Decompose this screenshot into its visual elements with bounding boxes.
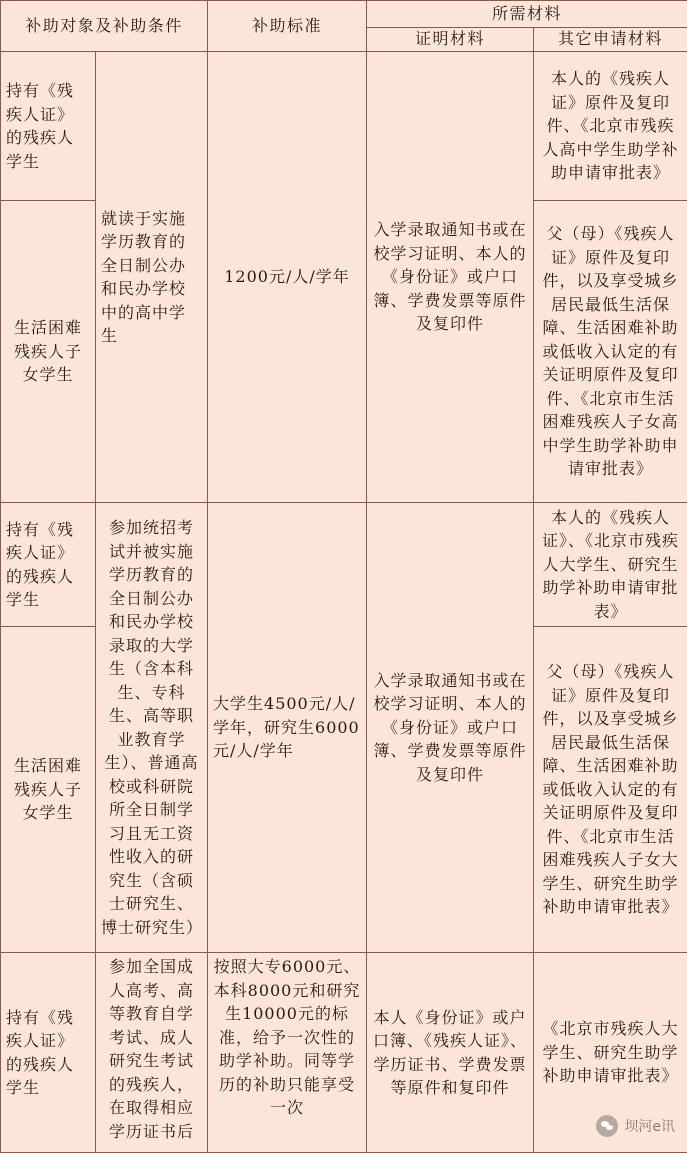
section2-condition: 参加统招考试并被实施学历教育的全日制公办和民办学校录取的大学生（含本科生、专科生、高等职业教育学生）、普通高校或科研院所全日制学习且无工资性收入的研究生（含硕士研究生、博士研究生）	[96, 503, 208, 953]
section2-proof: 入学录取通知书或在校学习证明、本人的《身份证》或户口簿、学费发票等原件及复印件	[367, 503, 534, 953]
section1-row-a	[1, 52, 687, 201]
section2-standard: 大学生4500元/人/学年，研究生6000元/人/学年	[208, 503, 367, 953]
section3-proof: 本人《身份证》或户口簿、《残疾人证》、学历证书、学费发票等原件和复印件	[367, 953, 534, 1153]
section2-other-b: 父（母）《残疾人证》原件及复印件，以及享受城乡居民最低生活保障、生活困难补助或低收入认定的有关证明原件及复印件、《北京市生活困难残疾人子女大学生、研究生助学补助申请审批表》	[534, 627, 687, 953]
header-materials: 所需材料	[367, 1, 687, 28]
section2-row-a	[1, 503, 687, 627]
header-other: 其它申请材料	[534, 27, 687, 51]
section3-standard: 按照大专6000元、本科8000元和研究生10000元的标准，给予一次性的助学补助。同等学历的补助只能享受一次	[208, 953, 367, 1153]
section3-other: 《北京市残疾人大学生、研究生助学补助申请审批表》	[534, 953, 687, 1153]
section2-target-a: 持有《残疾人证》的残疾人学生	[1, 503, 96, 627]
section3-row	[1, 953, 687, 1153]
section1-other-a: 本人的《残疾人证》原件及复印件、《北京市残疾人高中学生助学补助申请审批表》	[534, 52, 687, 201]
section1-proof: 入学录取通知书或在校学习证明、本人的《身份证》或户口簿、学费发票等原件及复印件	[367, 52, 534, 503]
header-row-top	[1, 1, 687, 28]
section3-target: 持有《残疾人证》的残疾人学生	[1, 953, 96, 1153]
section1-target-a: 持有《残疾人证》的残疾人学生	[1, 52, 96, 201]
watermark	[596, 1115, 675, 1137]
section3-condition: 参加全国成人高考、高等教育自学考试、成人研究生考试的残疾人，在取得相应学历证书后	[96, 953, 208, 1153]
header-target: 补助对象及补助条件	[1, 1, 208, 52]
section1-other-b: 父（母）《残疾人证》原件及复印件，以及享受城乡居民最低生活保障、生活困难补助或低收入认定的有关证明原件及复印件、《北京市生活困难残疾人子女高中学生助学补助申请审批表》	[534, 201, 687, 503]
watermark-text: 坝河e讯	[624, 1116, 675, 1136]
header-proof: 证明材料	[367, 27, 534, 51]
section2-target-b: 生活困难残疾人子女学生	[1, 627, 96, 953]
section1-standard: 1200元/人/学年	[208, 52, 367, 503]
section1-target-b: 生活困难残疾人子女学生	[1, 201, 96, 503]
wechat-icon	[596, 1115, 618, 1137]
section2-other-a: 本人的《残疾人证》、《北京市残疾人大学生、研究生助学补助申请审批表》	[534, 503, 687, 627]
section1-condition: 就读于实施学历教育的全日制公办和民办学校中的高中学生	[96, 52, 208, 503]
header-standard: 补助标准	[208, 1, 367, 52]
